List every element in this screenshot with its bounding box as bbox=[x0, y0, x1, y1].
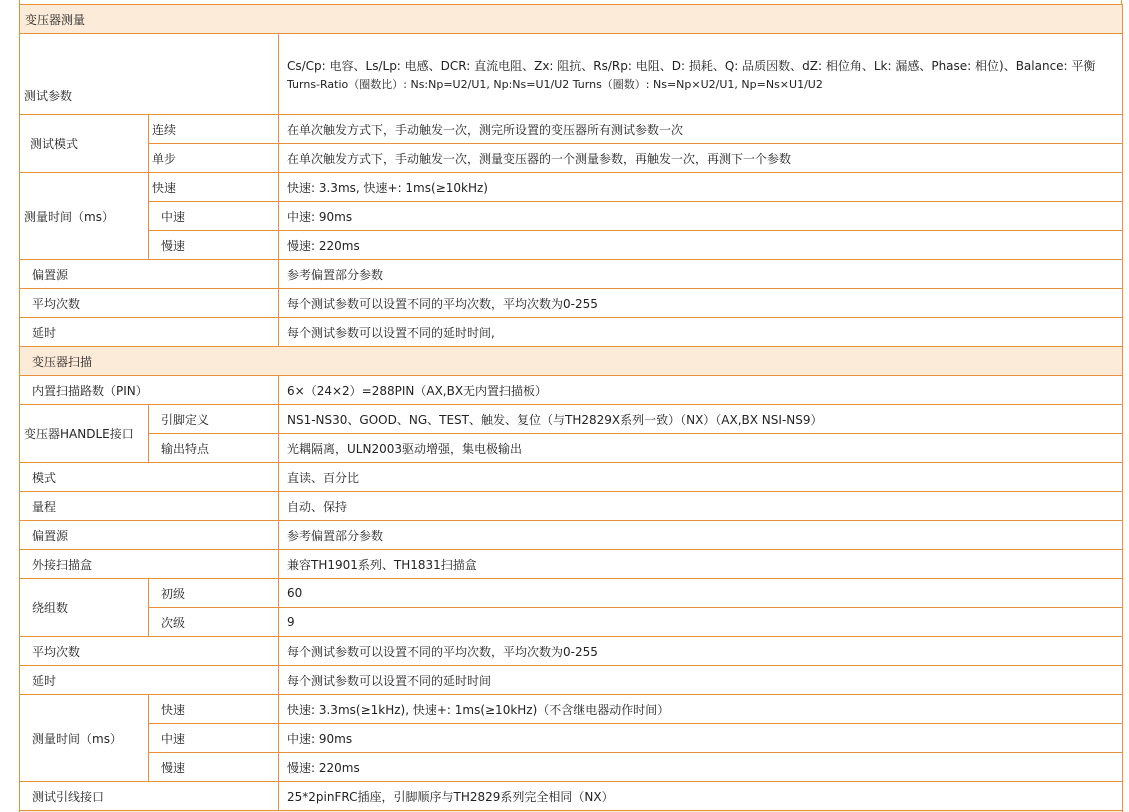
value-fast: 快速: 3.3ms, 快速+: 1ms(≥10kHz) bbox=[279, 173, 1123, 202]
sub-label-continuous: 连续 bbox=[149, 115, 279, 144]
value-secondary: 9 bbox=[279, 608, 1123, 637]
table-row-bias bbox=[20, 260, 1123, 289]
table-row-windings-secondary bbox=[20, 608, 1123, 637]
param-label-bias: 偏置源 bbox=[20, 260, 279, 289]
section-row-transformer-measure bbox=[20, 5, 1123, 34]
value-average: 每个测试参数可以设置不同的平均次数，平均次数为0-255 bbox=[279, 289, 1123, 318]
value-primary: 60 bbox=[279, 579, 1123, 608]
param-label-delay: 延时 bbox=[20, 318, 279, 347]
table-row-scan-time-fast bbox=[20, 695, 1123, 724]
param-label-scan-delay: 延时 bbox=[20, 666, 279, 695]
table-row-windings-primary bbox=[20, 579, 1123, 608]
value-scan-slow: 慢速: 220ms bbox=[279, 753, 1123, 782]
table-row-scan-mode bbox=[20, 463, 1123, 492]
sub-label-pin-def: 引脚定义 bbox=[149, 405, 279, 434]
param-label-scan-bias: 偏置源 bbox=[20, 521, 279, 550]
param-label-builtin-pin: 内置扫描路数（PIN） bbox=[20, 376, 279, 405]
value-delay: 每个测试参数可以设置不同的延时时间, bbox=[279, 318, 1123, 347]
table-row-external-box bbox=[20, 550, 1123, 579]
value-scan-average: 每个测试参数可以设置不同的平均次数，平均次数为0-255 bbox=[279, 637, 1123, 666]
value-output: 光耦隔离，ULN2003驱动增强，集电极输出 bbox=[279, 434, 1123, 463]
param-label-test-params: 测试参数 bbox=[20, 34, 279, 115]
param-label-handle: 变压器HANDLE接口 bbox=[20, 405, 149, 463]
table-row-scan-range bbox=[20, 492, 1123, 521]
sub-label-scan-medium: 中速 bbox=[149, 724, 279, 753]
value-single: 在单次触发方式下，手动触发一次，测量变压器的一个测量参数，再触发一次，再测下一个参数 bbox=[279, 144, 1123, 173]
sub-label-fast: 快速 bbox=[149, 173, 279, 202]
table-row-handle-pin-def bbox=[20, 405, 1123, 434]
value-scan-fast: 快速: 3.3ms(≥1kHz), 快速+: 1ms(≥10kHz)（不含继电器动作时间） bbox=[279, 695, 1123, 724]
section-row-transformer-scan bbox=[20, 347, 1123, 376]
table-row-delay bbox=[20, 318, 1123, 347]
spec-table bbox=[19, 4, 1123, 812]
sub-label-medium: 中速 bbox=[149, 202, 279, 231]
value-external-box: 兼容TH1901系列、TH1831扫描盒 bbox=[279, 550, 1123, 579]
table-row-scan-average bbox=[20, 637, 1123, 666]
section-title-transformer-scan: 变压器扫描 bbox=[20, 347, 1123, 376]
value-lead-interface: 25*2pinFRC插座，引脚顺序与TH2829系列完全相同（NX） bbox=[279, 782, 1123, 811]
value-bias: 参考偏置部分参数 bbox=[279, 260, 1123, 289]
param-label-windings: 绕组数 bbox=[20, 579, 149, 637]
param-label-measure-time: 测量时间（ms） bbox=[20, 173, 149, 260]
sub-label-primary: 初级 bbox=[149, 579, 279, 608]
value-scan-delay: 每个测试参数可以设置不同的延时时间 bbox=[279, 666, 1123, 695]
table-row-builtin-pin bbox=[20, 376, 1123, 405]
sub-label-scan-fast: 快速 bbox=[149, 695, 279, 724]
value-pin-def: NS1-NS30、GOOD、NG、TEST、触发、复位（与TH2829X系列一致）（NX）（AX,BX NSI-NS9） bbox=[279, 405, 1123, 434]
param-label-scan-average: 平均次数 bbox=[20, 637, 279, 666]
value-scan-bias: 参考偏置部分参数 bbox=[279, 521, 1123, 550]
param-label-test-mode: 测试模式 bbox=[20, 115, 149, 173]
value-scan-mode: 直读、百分比 bbox=[279, 463, 1123, 492]
sub-label-scan-slow: 慢速 bbox=[149, 753, 279, 782]
param-label-external-box: 外接扫描盒 bbox=[20, 550, 279, 579]
param-label-scan-time: 测量时间（ms） bbox=[20, 695, 149, 782]
sub-label-slow: 慢速 bbox=[149, 231, 279, 260]
value-continuous: 在单次触发方式下，手动触发一次，测完所设置的变压器所有测试参数一次 bbox=[279, 115, 1123, 144]
sub-label-single: 单步 bbox=[149, 144, 279, 173]
sub-label-output: 输出特点 bbox=[149, 434, 279, 463]
value-scan-range: 自动、保持 bbox=[279, 492, 1123, 521]
table-row-scan-bias bbox=[20, 521, 1123, 550]
section-title-transformer-measure: 变压器测量 bbox=[20, 5, 1123, 34]
value-builtin-pin: 6×（24×2）=288PIN（AX,BX无内置扫描板） bbox=[279, 376, 1123, 405]
param-label-average: 平均次数 bbox=[20, 289, 279, 318]
param-label-scan-range: 量程 bbox=[20, 492, 279, 521]
param-label-scan-mode: 模式 bbox=[20, 463, 279, 492]
table-row-scan-time-slow bbox=[20, 753, 1123, 782]
table-row-measure-time-fast bbox=[20, 173, 1123, 202]
sub-label-secondary: 次级 bbox=[149, 608, 279, 637]
table-row-scan-time-medium bbox=[20, 724, 1123, 753]
value-medium: 中速: 90ms bbox=[279, 202, 1123, 231]
param-label-lead-interface: 测试引线接口 bbox=[20, 782, 279, 811]
table-row-average bbox=[20, 289, 1123, 318]
value-scan-medium: 中速: 90ms bbox=[279, 724, 1123, 753]
table-row-lead-interface bbox=[20, 782, 1123, 811]
table-row-scan-delay bbox=[20, 666, 1123, 695]
table-row-test-mode-continuous bbox=[20, 115, 1123, 144]
table-row-measure-time-medium bbox=[20, 202, 1123, 231]
value-slow: 慢速: 220ms bbox=[279, 231, 1123, 260]
param-value-test-params bbox=[279, 34, 1123, 115]
table-row-test-params bbox=[20, 34, 1123, 115]
test-params-line1: Cs/Cp: 电容、Ls/Lp: 电感、DCR: 直流电阻、Zx: 阻抗、Rs/Rp: 电阻、D: 损耗、Q: 品质因数、dZ: 相位角、Lk: 漏感、Phase: 相位)、Balance: 平衡 bbox=[287, 59, 1096, 73]
table-row-handle-output bbox=[20, 434, 1123, 463]
table-row-test-mode-single bbox=[20, 144, 1123, 173]
test-params-line2: Turns-Ratio（圈数比）: Ns:Np=U2/U1, Np:Ns=U1/U2 Turns（圈数）: Ns=Np×U2/U1, Np=Ns×U1/U2 bbox=[287, 78, 823, 91]
table-row-measure-time-slow bbox=[20, 231, 1123, 260]
